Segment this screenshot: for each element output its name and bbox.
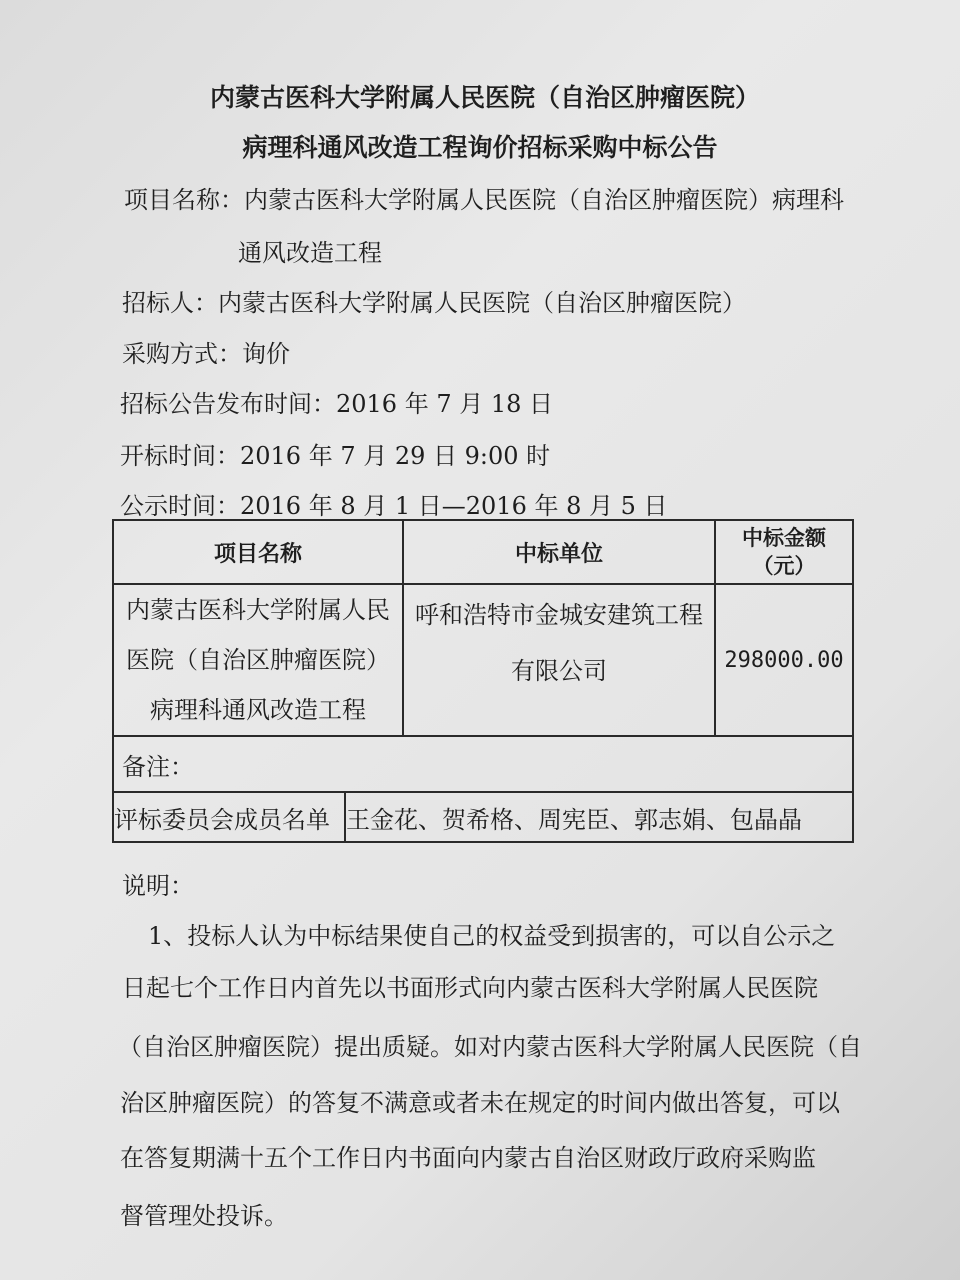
winner-part-2: 有限公司 [511, 657, 607, 685]
notes-line-3: （自治区肿瘤医院）提出质疑。如对内蒙古医科大学附属人民医院（自 [118, 1033, 862, 1061]
title-line-1: 内蒙古医科大学附属人民医院（自治区肿瘤医院） [209, 83, 760, 112]
header-amount-label: 中标金额 [742, 526, 826, 550]
header-amount [715, 520, 853, 584]
header-project-name: 项目名称 [113, 520, 403, 584]
title-line-2: 病理科通风改造工程询价招标采购中标公告 [242, 133, 718, 162]
notes-heading: 说明： [122, 872, 194, 900]
table-header-row [113, 520, 853, 584]
publicity-time-line: 公示时间：2016 年 8 月 1 日—2016 年 8 月 5 日 [120, 492, 668, 520]
notes-line-1: 1、投标人认为中标结果使自己的权益受到损害的，可以自公示之 [148, 922, 836, 950]
remark-cell: 备注： [113, 736, 853, 792]
project-name-part-1: 内蒙古医科大学附属人民 [126, 596, 390, 624]
winner-part-1: 呼和浩特市金城安建筑工程 [415, 601, 703, 629]
header-amount-unit: （元） [752, 554, 816, 578]
project-name-continued: 通风改造工程 [238, 239, 382, 267]
notes-line-6: 督管理处投诉。 [120, 1202, 288, 1230]
cell-winner [403, 584, 715, 736]
award-table [112, 519, 854, 843]
committee-label: 评标委员会成员名单 [114, 793, 345, 841]
committee-row [113, 792, 853, 842]
project-name-label: 项目名称： [124, 186, 244, 214]
purchase-method-line: 采购方式：询价 [122, 340, 290, 368]
project-name-part-2: 医院（自治区肿瘤医院） [126, 646, 390, 674]
opening-time-line: 开标时间：2016 年 7 月 29 日 9:00 时 [120, 442, 551, 470]
committee-cell [113, 792, 853, 842]
cell-amount: 298000.00 [715, 584, 853, 736]
notes-line-4: 治区肿瘤医院）的答复不满意或者未在规定的时间内做出答复，可以 [120, 1089, 840, 1117]
notes-line-5: 在答复期满十五个工作日内书面向内蒙古自治区财政厅政府采购监 [120, 1144, 816, 1172]
remark-row [113, 736, 853, 792]
notice-time-line: 招标公告发布时间：2016 年 7 月 18 日 [120, 390, 554, 418]
committee-inner [114, 793, 852, 841]
table-row [113, 584, 853, 736]
notes-line-2: 日起七个工作日内首先以书面形式向内蒙古医科大学附属人民医院 [122, 974, 818, 1002]
committee-members: 王金花、贺希格、周宪臣、郭志娟、包晶晶 [346, 805, 802, 834]
tenderer-line: 招标人：内蒙古医科大学附属人民医院（自治区肿瘤医院） [122, 289, 746, 317]
project-name-value: 内蒙古医科大学附属人民医院（自治区肿瘤医院）病理科 [244, 186, 844, 214]
header-winner: 中标单位 [403, 520, 715, 584]
cell-project-name [113, 584, 403, 736]
project-name-line [124, 180, 844, 215]
project-name-part-3: 病理科通风改造工程 [150, 696, 366, 724]
